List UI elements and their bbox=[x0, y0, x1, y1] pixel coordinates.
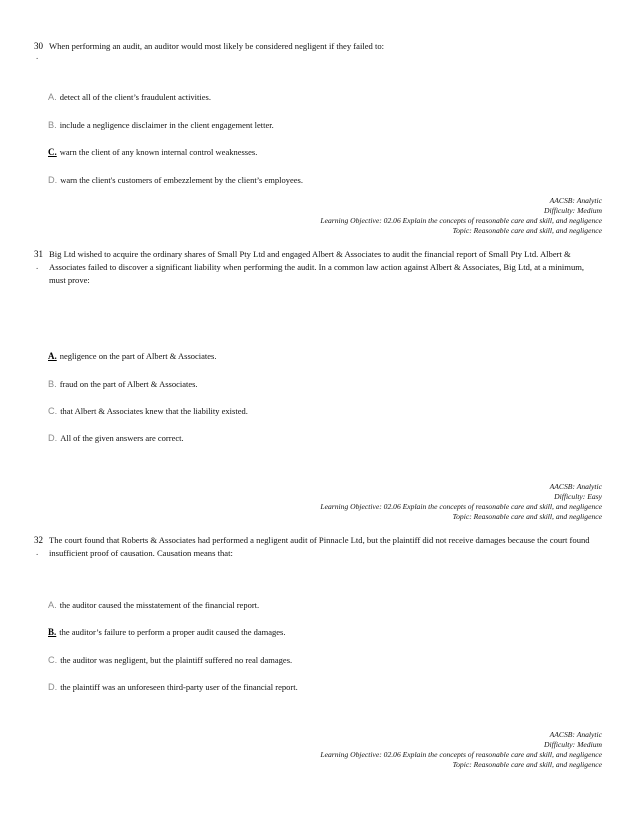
question-header bbox=[34, 248, 602, 287]
learning-objective-tag: Learning Objective: 02.06 Explain the concepts of reasonable care and skill, and negligence bbox=[320, 502, 602, 511]
option-letter: D. bbox=[48, 175, 58, 185]
option-letter: C. bbox=[48, 147, 57, 157]
option-text: include a negligence disclaimer in the client engagement letter. bbox=[59, 120, 274, 130]
option-text: detect all of the client’s fraudulent activities. bbox=[59, 92, 211, 102]
option-text: the auditor’s failure to perform a proper audit caused the damages. bbox=[59, 627, 286, 637]
topic-tag: Topic: Reasonable care and skill, and negligence bbox=[452, 226, 602, 235]
question-text: Big Ltd wished to acquire the ordinary shares of Small Pty Ltd and engaged Albert & Associates to audit the financial report of Small Pty Ltd. Albert & Associates failed to discover a significant liability when performing the audit. In a common law action against Albert & Associates, Big Ltd, at a minimum, must prove: bbox=[49, 249, 585, 285]
difficulty-tag: Difficulty: Medium bbox=[544, 206, 602, 215]
question-text: When performing an audit, an auditor would most likely be considered negligent if they failed to: bbox=[49, 41, 385, 51]
option-text: the plaintiff was an unforeseen third-party user of the financial report. bbox=[60, 682, 298, 692]
option-b-correct bbox=[48, 626, 285, 638]
option-c bbox=[48, 654, 292, 666]
question-number: 32 bbox=[34, 535, 43, 545]
option-a bbox=[48, 91, 211, 103]
option-text: warn the client of any known internal control weaknesses. bbox=[59, 147, 258, 157]
question-text: The court found that Roberts & Associates had performed a negligent audit of Pinnacle Ltd, but the plaintiff did not receive damages because the court found insufficient proof of causation. Causation means that: bbox=[49, 535, 590, 558]
option-d bbox=[48, 681, 298, 693]
option-text: fraud on the part of Albert & Associates. bbox=[59, 379, 198, 389]
option-d bbox=[48, 174, 303, 186]
option-letter: B. bbox=[48, 379, 57, 389]
topic-tag: Topic: Reasonable care and skill, and negligence bbox=[452, 760, 602, 769]
option-text: warn the client's customers of embezzlement by the client’s employees. bbox=[60, 175, 303, 185]
question-metadata bbox=[320, 196, 602, 236]
question-number: 31 bbox=[34, 249, 43, 259]
question-number: 30 bbox=[34, 41, 43, 51]
question-number-dot: . bbox=[36, 547, 39, 557]
option-b bbox=[48, 119, 274, 131]
option-letter: A. bbox=[48, 600, 57, 610]
learning-objective-tag: Learning Objective: 02.06 Explain the concepts of reasonable care and skill, and negligence bbox=[320, 750, 602, 759]
option-letter: C. bbox=[48, 406, 58, 416]
option-c bbox=[48, 405, 248, 417]
option-text: negligence on the part of Albert & Associates. bbox=[59, 351, 217, 361]
aacsb-tag: AACSB: Analytic bbox=[549, 196, 602, 205]
aacsb-tag: AACSB: Analytic bbox=[549, 730, 602, 739]
option-letter: C. bbox=[48, 655, 58, 665]
option-c-correct bbox=[48, 146, 257, 158]
topic-tag: Topic: Reasonable care and skill, and negligence bbox=[452, 512, 602, 521]
option-letter: B. bbox=[48, 120, 57, 130]
option-text: the auditor caused the misstatement of the financial report. bbox=[59, 600, 260, 610]
option-letter: A. bbox=[48, 92, 57, 102]
learning-objective-tag: Learning Objective: 02.06 Explain the concepts of reasonable care and skill, and negligence bbox=[320, 216, 602, 225]
question-header bbox=[34, 40, 602, 61]
question-metadata bbox=[320, 730, 602, 770]
question-header bbox=[34, 534, 602, 560]
option-b bbox=[48, 378, 198, 390]
option-letter: D. bbox=[48, 682, 58, 692]
question-32 bbox=[34, 534, 602, 560]
option-a-correct bbox=[48, 350, 217, 362]
question-metadata bbox=[320, 482, 602, 522]
option-text: that Albert & Associates knew that the liability existed. bbox=[60, 406, 248, 416]
question-number-dot: . bbox=[36, 51, 39, 61]
question-30 bbox=[34, 40, 602, 61]
option-text: All of the given answers are correct. bbox=[60, 433, 184, 443]
question-number-dot: . bbox=[36, 261, 39, 271]
option-letter: A. bbox=[48, 351, 57, 361]
difficulty-tag: Difficulty: Easy bbox=[554, 492, 602, 501]
option-a bbox=[48, 599, 259, 611]
aacsb-tag: AACSB: Analytic bbox=[549, 482, 602, 491]
option-d bbox=[48, 432, 184, 444]
option-text: the auditor was negligent, but the plaintiff suffered no real damages. bbox=[60, 655, 293, 665]
option-letter: D. bbox=[48, 433, 58, 443]
difficulty-tag: Difficulty: Medium bbox=[544, 740, 602, 749]
option-letter: B. bbox=[48, 627, 57, 637]
question-31 bbox=[34, 248, 602, 287]
